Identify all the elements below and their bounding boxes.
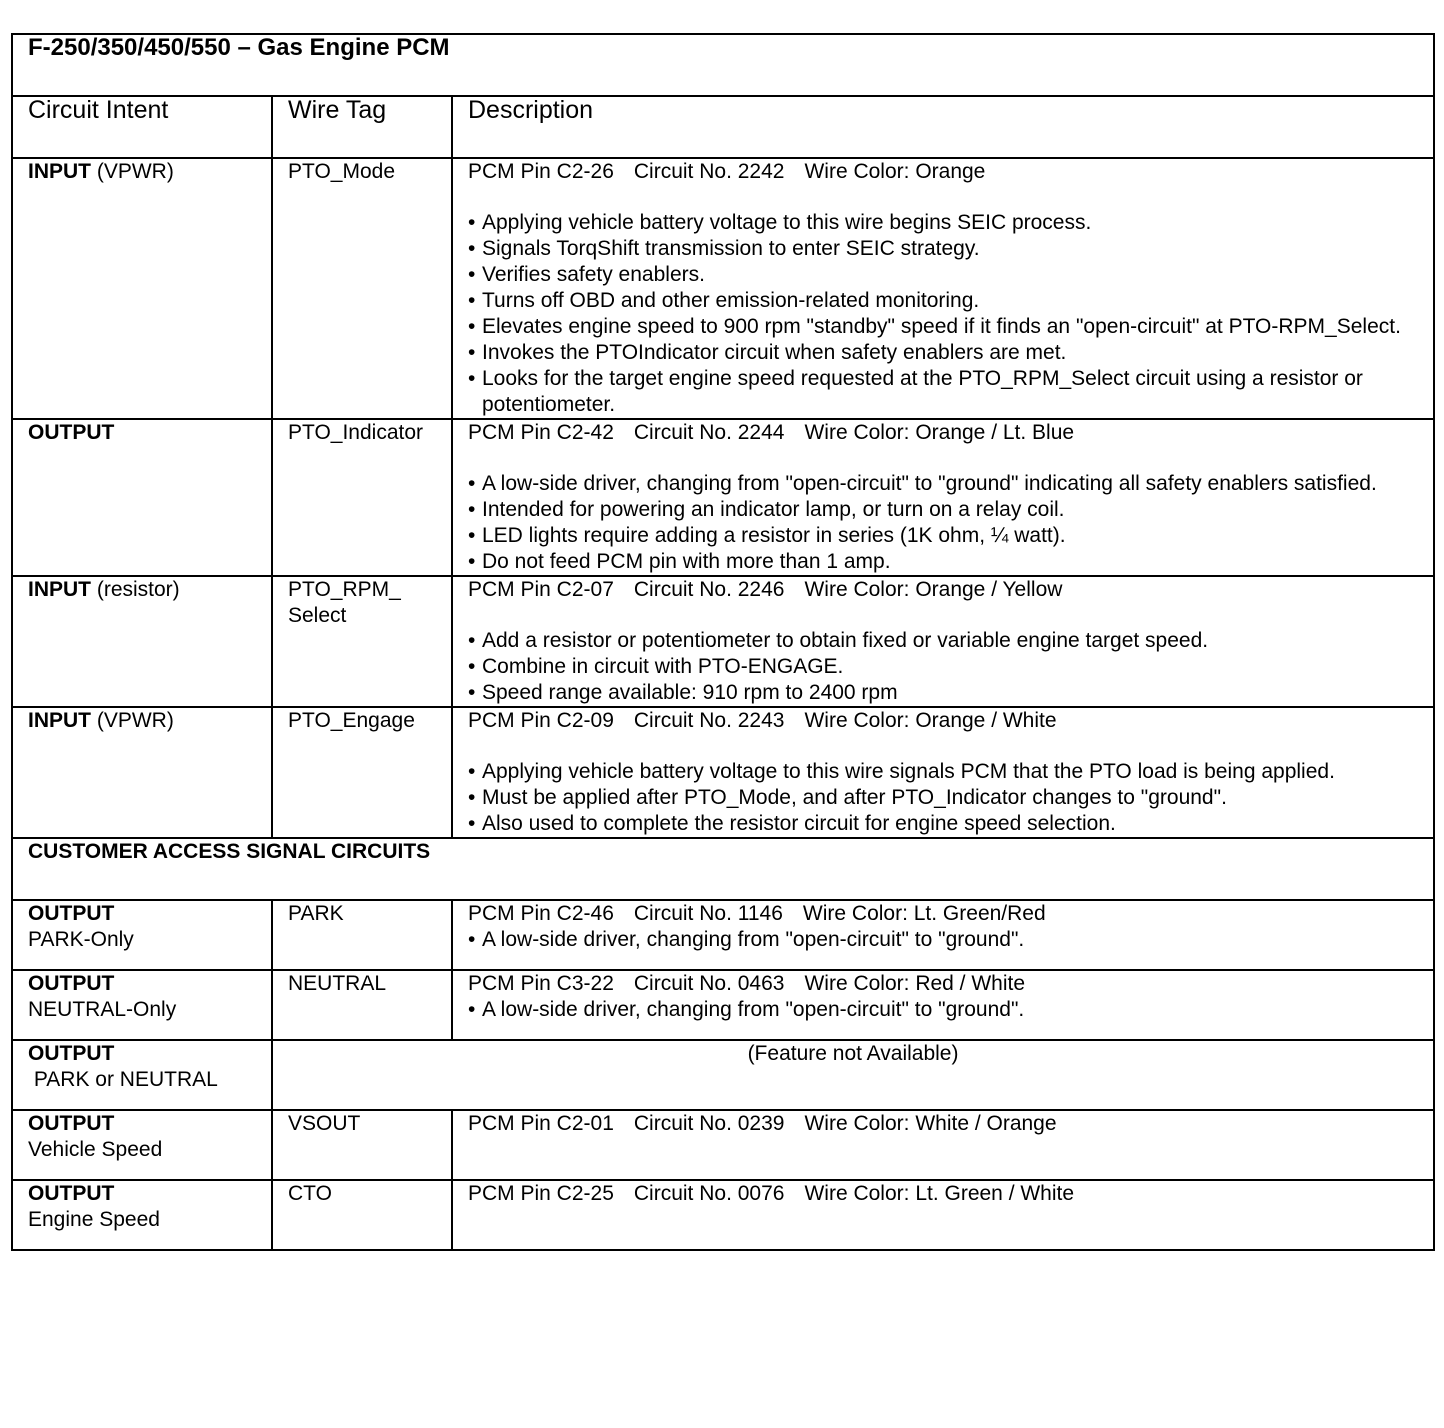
intent-detail: (resistor) <box>91 578 180 601</box>
pin-info <box>468 901 1418 927</box>
circuit-number: Circuit No. 0463 <box>633 972 785 995</box>
list-item: • Combine in circuit with PTO-ENGAGE. <box>468 654 1418 680</box>
pcm-pin: PCM Pin C2-42 <box>468 421 614 444</box>
circuit-number: Circuit No. 2244 <box>633 421 785 444</box>
intent-detail: PARK-Only <box>28 928 134 951</box>
pin-info <box>468 708 1418 734</box>
wire-tag: CTO <box>272 1180 452 1250</box>
circuit-number: Circuit No. 0239 <box>633 1112 785 1135</box>
section-title: CUSTOMER ACCESS SIGNAL CIRCUITS <box>12 838 1434 900</box>
bullet-list <box>468 927 1418 953</box>
circuit-number: Circuit No. 2242 <box>633 160 785 183</box>
circuit-intent <box>12 707 272 838</box>
list-item: • Verifies safety enablers. <box>468 262 1418 288</box>
list-item: • A low-side driver, changing from "open-circuit" to "ground". <box>468 927 1418 953</box>
intent-type: INPUT <box>28 578 91 601</box>
pcm-pin: PCM Pin C2-01 <box>468 1112 614 1135</box>
intent-detail: Vehicle Speed <box>28 1138 163 1161</box>
table-row <box>12 900 1434 970</box>
circuit-intent <box>12 900 272 970</box>
intent-detail: PARK or NEUTRAL <box>28 1068 218 1091</box>
wire-color: Wire Color: Orange / Yellow <box>804 578 1063 601</box>
circuit-intent <box>12 1180 272 1250</box>
list-item: • Applying vehicle battery voltage to this wire begins SEIC process. <box>468 210 1418 236</box>
header-description: Description <box>452 96 1434 158</box>
table-row <box>12 1110 1434 1180</box>
intent-type: OUTPUT <box>28 972 115 995</box>
table-row <box>12 707 1434 838</box>
list-item: • Do not feed PCM pin with more than 1 amp. <box>468 549 1418 575</box>
bullet-list <box>468 471 1418 575</box>
wire-tag: PARK <box>272 900 452 970</box>
intent-type: INPUT <box>28 709 91 732</box>
header-circuit-intent: Circuit Intent <box>12 96 272 158</box>
list-item: • A low-side driver, changing from "open-circuit" to "ground" indicating all safety enablers satisfied. <box>468 471 1418 497</box>
list-item: • Looks for the target engine speed requested at the PTO_RPM_Select circuit using a resistor or potentiometer. <box>468 366 1418 418</box>
title-row <box>12 34 1434 96</box>
wire-color: Wire Color: Orange / Lt. Blue <box>804 421 1075 444</box>
wire-tag: VSOUT <box>272 1110 452 1180</box>
pin-info <box>468 420 1418 446</box>
circuit-intent <box>12 158 272 419</box>
pin-info <box>468 577 1418 603</box>
description <box>452 419 1434 576</box>
circuit-intent <box>12 970 272 1040</box>
wire-tag: PTO_Mode <box>272 158 452 419</box>
intent-detail: NEUTRAL-Only <box>28 998 177 1021</box>
header-row <box>12 96 1434 158</box>
intent-detail: (VPWR) <box>91 709 174 732</box>
circuit-number: Circuit No. 2243 <box>633 709 785 732</box>
description <box>452 900 1434 970</box>
bullet-list <box>468 997 1418 1023</box>
feature-not-available: (Feature not Available) <box>272 1040 1434 1110</box>
wire-color: Wire Color: Lt. Green / White <box>804 1182 1075 1205</box>
pcm-pin: PCM Pin C2-26 <box>468 160 614 183</box>
list-item: • Speed range available: 910 rpm to 2400 rpm <box>468 680 1418 706</box>
pin-info <box>468 1181 1418 1207</box>
pin-info <box>468 1111 1418 1137</box>
header-wire-tag: Wire Tag <box>272 96 452 158</box>
wire-tag: PTO_RPM_ Select <box>272 576 452 707</box>
circuit-number: Circuit No. 1146 <box>633 902 783 925</box>
wire-color: Wire Color: Orange / White <box>804 709 1057 732</box>
wire-color: Wire Color: Orange <box>804 160 986 183</box>
intent-detail: Engine Speed <box>28 1208 160 1231</box>
wire-color: Wire Color: Red / White <box>804 972 1026 995</box>
section-row <box>12 838 1434 900</box>
list-item: • Invokes the PTOIndicator circuit when safety enablers are met. <box>468 340 1418 366</box>
bullet-list <box>468 628 1418 706</box>
list-item: • A low-side driver, changing from "open-circuit" to "ground". <box>468 997 1418 1023</box>
description <box>452 707 1434 838</box>
intent-detail: (VPWR) <box>91 160 174 183</box>
list-item: • Elevates engine speed to 900 rpm "standby" speed if it finds an "open-circuit" at PTO-RPM_Select. <box>468 314 1418 340</box>
list-item: • Also used to complete the resistor circuit for engine speed selection. <box>468 811 1418 837</box>
description <box>452 576 1434 707</box>
list-item: • Turns off OBD and other emission-related monitoring. <box>468 288 1418 314</box>
intent-type: OUTPUT <box>28 1182 115 1205</box>
description <box>452 1110 1434 1180</box>
wire-tag: NEUTRAL <box>272 970 452 1040</box>
table-row <box>12 576 1434 707</box>
wire-tag: PTO_Indicator <box>272 419 452 576</box>
table-row <box>12 970 1434 1040</box>
circuit-intent <box>12 419 272 576</box>
wire-color: Wire Color: White / Orange <box>804 1112 1057 1135</box>
wire-tag: PTO_Engage <box>272 707 452 838</box>
pcm-pin: PCM Pin C2-07 <box>468 578 614 601</box>
list-item: • Must be applied after PTO_Mode, and after PTO_Indicator changes to "ground". <box>468 785 1418 811</box>
list-item: • Signals TorqShift transmission to enter SEIC strategy. <box>468 236 1418 262</box>
pcm-pin: PCM Pin C3-22 <box>468 972 614 995</box>
pin-info <box>468 159 1418 185</box>
description <box>452 158 1434 419</box>
table-row <box>12 419 1434 576</box>
circuit-number: Circuit No. 2246 <box>633 578 785 601</box>
bullet-list <box>468 759 1418 837</box>
circuit-intent <box>12 1110 272 1180</box>
table-row <box>12 158 1434 419</box>
list-item: • Add a resistor or potentiometer to obtain fixed or variable engine target speed. <box>468 628 1418 654</box>
pcm-table <box>11 33 1435 1251</box>
intent-type: INPUT <box>28 160 91 183</box>
circuit-intent <box>12 1040 272 1110</box>
table-row <box>12 1040 1434 1110</box>
pcm-pin: PCM Pin C2-25 <box>468 1182 614 1205</box>
description <box>452 1180 1434 1250</box>
bullet-list <box>468 210 1418 418</box>
wire-color: Wire Color: Lt. Green/Red <box>802 902 1046 925</box>
description <box>452 970 1434 1040</box>
pin-info <box>468 971 1418 997</box>
circuit-intent <box>12 576 272 707</box>
list-item: • Applying vehicle battery voltage to this wire signals PCM that the PTO load is being applied. <box>468 759 1418 785</box>
list-item: • LED lights require adding a resistor in series (1K ohm, ¼ watt). <box>468 523 1418 549</box>
intent-type: OUTPUT <box>28 902 115 925</box>
intent-type: OUTPUT <box>28 1042 115 1065</box>
table-row <box>12 1180 1434 1250</box>
pcm-pin: PCM Pin C2-09 <box>468 709 614 732</box>
table-title: F-250/350/450/550 – Gas Engine PCM <box>12 34 1434 96</box>
circuit-number: Circuit No. 0076 <box>633 1182 785 1205</box>
pcm-pin: PCM Pin C2-46 <box>468 902 614 925</box>
intent-type: OUTPUT <box>28 421 115 444</box>
list-item: • Intended for powering an indicator lamp, or turn on a relay coil. <box>468 497 1418 523</box>
intent-type: OUTPUT <box>28 1112 115 1135</box>
